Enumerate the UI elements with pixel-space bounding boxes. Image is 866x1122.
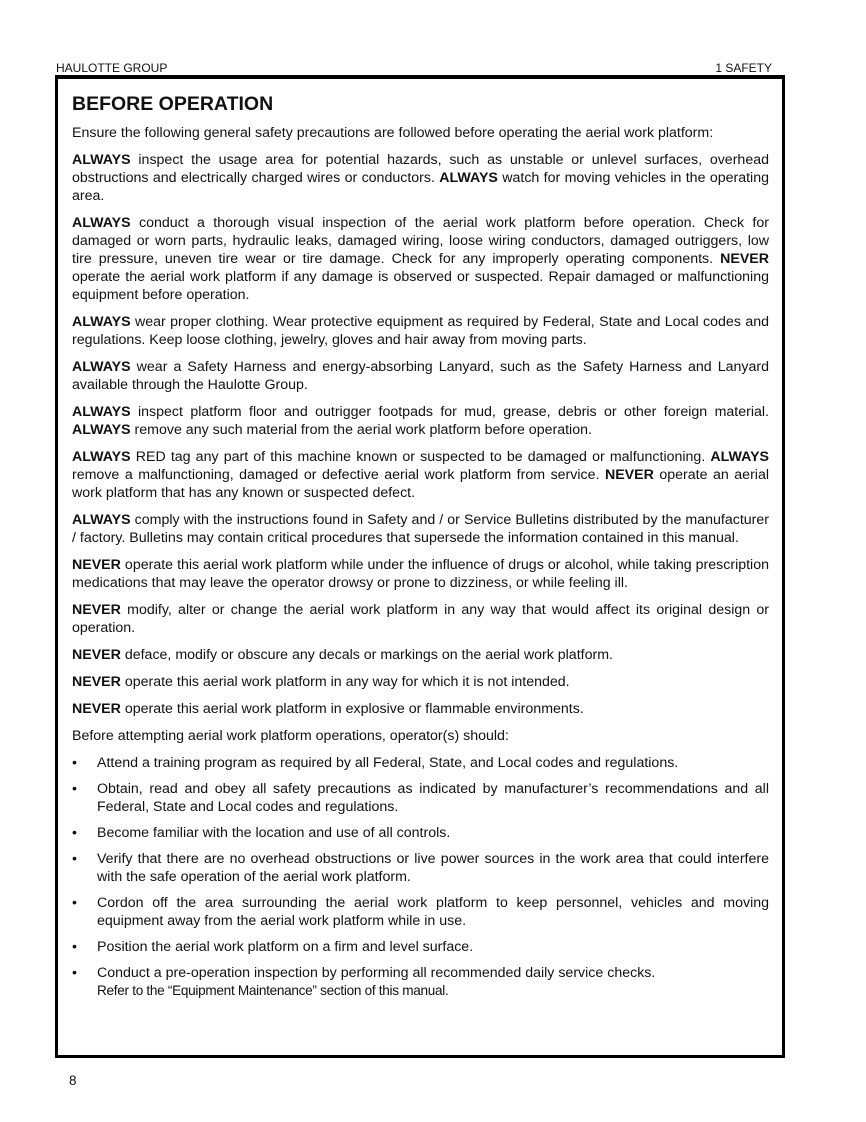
precaution-paragraph [72, 403, 769, 439]
keyword: NEVER [720, 251, 769, 267]
list-item-text: Verify that there are no overhead obstructions or live power sources in the work area that could interfere with the safe operation of the aerial work platform. [97, 851, 769, 885]
list-intro: Before attempting aerial work platform operations, operator(s) should: [72, 728, 509, 744]
keyword: ALWAYS [72, 359, 131, 375]
bullet-icon: • [72, 755, 77, 771]
bullet-icon: • [72, 895, 77, 911]
paragraph-text: operate this aerial work platform in explosive or flammable environments. [120, 701, 584, 717]
precaution-paragraph [72, 556, 769, 592]
list-item-subtext: Refer to the “Equipment Maintenance” section of this manual. [97, 983, 449, 998]
intro-paragraph: Ensure the following general safety precautions are followed before operating the aerial work platform: [72, 125, 714, 141]
keyword: ALWAYS [72, 215, 131, 231]
list-item-text: Attend a training program as required by all Federal, State, and Local codes and regulations. [97, 755, 679, 771]
list-item-text: Cordon off the area surrounding the aerial work platform to keep personnel, vehicles and moving equipment away from the aerial work platform while in use. [97, 895, 769, 929]
keyword: NEVER [604, 467, 654, 483]
list-item-text: Conduct a pre-operation inspection by performing all recommended daily service checks. [97, 965, 656, 981]
paragraph-text: inspect platform floor and outrigger footpads for mud, grease, debris or other foreign material. [130, 404, 769, 420]
section-title: BEFORE OPERATION [72, 93, 274, 115]
precaution-paragraph [72, 601, 769, 637]
keyword: ALWAYS [439, 170, 498, 186]
paragraph-text: remove a malfunctioning, damaged or defective aerial work platform from service. [72, 467, 605, 483]
list-item-text: Obtain, read and obey all safety precautions as indicated by manufacturer’s recommendations and all Federal, State and Local codes and regulations. [97, 781, 769, 815]
paragraph-text: inspect the usage area for potential hazards, such as unstable or unlevel surfaces, overhead obstructions and electrically charged wires or conductors. [72, 152, 769, 186]
list-item [72, 964, 769, 1000]
bullet-icon: • [72, 825, 77, 841]
keyword: NEVER [72, 602, 121, 618]
precaution-paragraph [72, 358, 769, 394]
keyword: NEVER [72, 674, 121, 690]
precaution-paragraph [72, 673, 769, 691]
header-right: 1 SAFETY [715, 61, 772, 75]
paragraph-text: deface, modify or obscure any decals or markings on the aerial work platform. [120, 647, 613, 663]
list-item [72, 894, 769, 930]
keyword: NEVER [72, 701, 121, 717]
list-item [72, 754, 769, 772]
list-item [72, 850, 769, 886]
precaution-paragraph [72, 313, 769, 349]
precaution-paragraph [72, 646, 769, 664]
bullet-icon: • [72, 939, 77, 955]
paragraph-text: comply with the instructions found in Safety and / or Service Bulletins distributed by the manufacturer / factory. Bulletins may contain critical procedures that supersede the information contained in this manual. [72, 512, 769, 546]
list-item-text: Become familiar with the location and use of all controls. [97, 825, 451, 841]
paragraph-text: wear a Safety Harness and energy-absorbing Lanyard, such as the Safety Harness and Lanyard available through the Haulotte Group. [72, 359, 769, 393]
list-item-text: Position the aerial work platform on a firm and level surface. [97, 939, 474, 955]
precaution-paragraph [72, 700, 769, 718]
bullet-icon: • [72, 781, 77, 797]
paragraph-text: modify, alter or change the aerial work platform in any way that would affect its original design or operation. [72, 602, 769, 636]
precaution-paragraph [72, 448, 769, 502]
keyword: ALWAYS [72, 512, 131, 528]
list-item [72, 780, 769, 816]
keyword: ALWAYS [72, 404, 131, 420]
paragraph-text: remove any such material from the aerial work platform before operation. [130, 422, 592, 438]
paragraph-text: RED tag any part of this machine known or suspected to be damaged or malfunctioning. [130, 449, 711, 465]
paragraph-text: conduct a thorough visual inspection of the aerial work platform before operation. Check for damaged or worn parts, hydraulic leaks, damaged wiring, loose wiring conductors, damaged outriggers, low tire pressure, uneven tire wear or tire damage. Check for any improperly operating components. [72, 215, 769, 267]
paragraph-text: operate the aerial work platform if any damage is observed or suspected. Repair damaged or malfunctioning equipment before operation. [72, 269, 769, 303]
paragraph-text: wear proper clothing. Wear protective equipment as required by Federal, State and Local codes and regulations. Keep loose clothing, jewelry, gloves and hair away from moving parts. [72, 314, 769, 348]
keyword: NEVER [72, 557, 121, 573]
paragraph-text: operate an aerial work platform that has any known or suspected defect. [72, 467, 769, 501]
keyword: ALWAYS [72, 152, 131, 168]
paragraph-text: watch for moving vehicles in the operating area. [72, 170, 769, 204]
precaution-paragraph [72, 511, 769, 547]
bullet-icon: • [72, 965, 77, 981]
keyword: NEVER [72, 647, 121, 663]
keyword: ALWAYS [72, 314, 131, 330]
page-header [56, 61, 772, 75]
checklist [72, 754, 769, 1000]
page-number: 8 [69, 1073, 77, 1088]
content-box [55, 75, 785, 1058]
precautions [72, 151, 769, 718]
list-item [72, 938, 769, 956]
bullet-icon: • [72, 851, 77, 867]
paragraph-text: operate this aerial work platform while under the influence of drugs or alcohol, while taking prescription medications that may leave the operator drowsy or prone to dizziness, or while feeling ill. [72, 557, 769, 591]
keyword: ALWAYS [72, 449, 131, 465]
keyword: ALWAYS [710, 449, 769, 465]
precaution-paragraph [72, 151, 769, 205]
list-item [72, 824, 769, 842]
precaution-paragraph [72, 214, 769, 304]
keyword: ALWAYS [72, 422, 131, 438]
paragraph-text: operate this aerial work platform in any way for which it is not intended. [120, 674, 570, 690]
header-left: HAULOTTE GROUP [56, 61, 168, 75]
